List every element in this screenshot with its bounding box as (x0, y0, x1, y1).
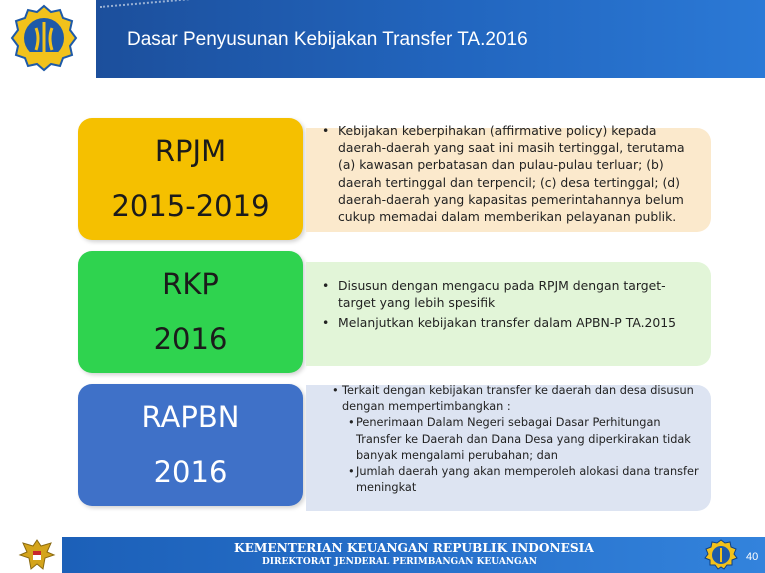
rpjm-description-panel (306, 123, 711, 232)
rkp-bullet: • Melanjutkan kebijakan transfer dalam APBN-P TA.2015 (322, 315, 699, 332)
rapbn-main-bullet: • Terkait dengan kebijakan transfer ke daerah dan desa disusun dengan mempertimbangkan : (332, 383, 701, 415)
rapbn-sub-bullet: • Jumlah daerah yang akan memperoleh alokasi dana transfer meningkat (348, 464, 701, 496)
footer-directorate: DIREKTORAT JENDERAL PERIMBANGAN KEUANGAN (262, 557, 537, 567)
rapbn-year: 2016 (153, 455, 228, 489)
rkp-year: 2016 (153, 322, 228, 356)
rpjm-label: RPJM (154, 134, 227, 168)
header-logo-area (0, 0, 96, 78)
footer-ministry: KEMENTERIAN KEUANGAN REPUBLIK INDONESIA (234, 541, 594, 555)
rpjm-period: 2015-2019 (111, 189, 270, 223)
rkp-box (78, 251, 303, 373)
kemenkeu-small-logo-icon (704, 539, 738, 571)
rapbn-box (78, 384, 303, 506)
rkp-label: RKP (162, 267, 219, 301)
rapbn-label: RAPBN (141, 400, 240, 434)
rkp-description-panel (306, 262, 711, 366)
header (0, 0, 765, 78)
garuda-emblem-icon (18, 537, 56, 573)
kemenkeu-logo-icon (10, 4, 78, 72)
page-number: 40 (746, 551, 759, 563)
footer (0, 537, 765, 573)
rpjm-bullet: • Kebijakan keberpihakan (affirmative policy) kepada daerah-daerah yang saat ini masih tertinggal, terutama (a) kawasan perbatasan dan pulau-pulau terluar; (b) daerah tertinggal dan terpencil; (c) desa tertinggal; (d) daerah-daerah yang kapasitas pemerintahannya belum cukup memadai dalam memberikan pelayanan publik. (322, 122, 699, 225)
footer-emblem-area (0, 537, 62, 573)
rapbn-sub-bullet: • Penerimaan Dalam Negeri sebagai Dasar Perhitungan Transfer ke Daerah dan Dana Desa yang diperkirakan tidak banyak mengalami perubahan; dan (348, 415, 701, 464)
rkp-bullet: • Disusun dengan mengacu pada RPJM dengan target-target yang lebih spesifik (322, 278, 699, 311)
rpjm-box (78, 118, 303, 240)
page-title: Dasar Penyusunan Kebijakan Transfer TA.2016 (127, 29, 528, 50)
rapbn-description-panel (306, 385, 711, 511)
